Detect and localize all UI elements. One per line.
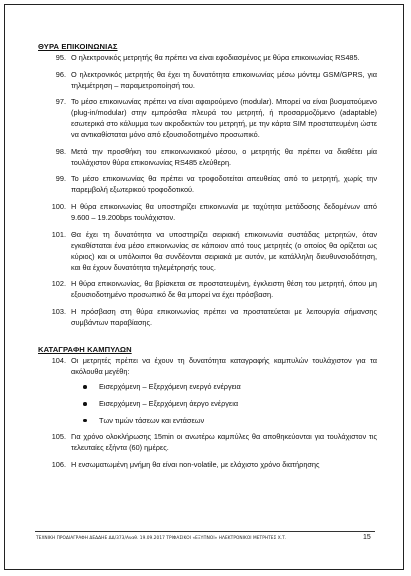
quantity-bullet-list (71, 381, 377, 425)
item-text: Η θύρα επικοινωνίας θα υποστηρίζει επικοινωνία με ταχύτητα μετάδοσης δεδομένων από 9.600 – 19.200bps τουλάχιστον. (71, 201, 377, 222)
section-spacer (36, 333, 377, 345)
bullet-text: Εισερχόμενη – Εξερχόμενη άεργο ενέργεια (99, 399, 239, 409)
spec-item (36, 52, 377, 63)
bullet-item (71, 398, 377, 409)
footer-document-reference: ΤΕΧΝΙΚΗ ΠΡΟΔΙΑΓΡΑΦΗ ΔΕΔΔΗΕ ΔΔ/373/Αναθ. 19.09.2017 ΤΡΙΦΑΣΙΚΟΙ «ΕΞΥΠΝΟΙ» ΗΛΕΚΤΡΟΝΙΚΟΙ ΜΕΤΡΗΤΕΣ Χ.Τ. (36, 536, 287, 541)
bullet-dot-icon (83, 419, 87, 423)
item-text: Το μέσο επικοινωνίας θα πρέπει να τροφοδοτείται απευθείας από το μετρητή, χωρίς την παρεμβολή εξωτερικού τροφοδοτικού. (71, 174, 377, 195)
spec-item (36, 229, 377, 273)
page-content (36, 42, 377, 475)
item-number: 104. (51, 356, 66, 366)
item-number: 100. (51, 201, 66, 211)
item-number: 98. (55, 146, 66, 156)
item-text: Η ενσωματωμένη μνήμη θα είναι non-volatile, με ελάχιστο χρόνο διατήρησης (71, 459, 320, 469)
spec-item (36, 459, 377, 470)
page-number: 15 (363, 534, 371, 541)
item-number: 96. (55, 69, 66, 79)
bullet-dot-icon (83, 402, 87, 406)
item-number: 103. (51, 306, 66, 316)
spec-item (36, 96, 377, 140)
bullet-item (71, 381, 377, 392)
spec-item (36, 355, 377, 377)
item-text: Ο ηλεκτρονικός μετρητής θα έχει τη δυνατότητα επικοινωνίας μέσω μόντεμ GSM/GPRS, για τηλεμέτρηση – παραμετροποίησή του. (71, 69, 377, 90)
load-profile-list (36, 355, 377, 469)
item-text: Θα έχει τη δυνατότητα να υποστηρίζει σειριακή επικοινωνία συστάδας μετρητών, όταν εγκαθίσταται ένα μέσο επικοινωνίας σε κάποιον από τους μετρητές (ο οποίος θα ορίζεται ως κύριος) και οι υπόλοιποι θα συνδέονται σειριακά με αυτόν, με κατάλληλη διευθυνσιοδότηση, και θα έχουν δυνατότητα τηλεμέτρησής τους. (71, 229, 377, 272)
spec-item (36, 146, 377, 168)
spec-item (36, 201, 377, 223)
item-text: Οι μετρητές πρέπει να έχουν τη δυνατότητα καταγραφής καμπυλών τουλάχιστον για τα ακόλουθα μεγέθη: (71, 356, 377, 377)
section-heading-load-profile: ΚΑΤΑΓΡΑΦΗ ΚΑΜΠΥΛΩΝ (38, 345, 132, 355)
item-text: Για χρόνο ολοκλήρωσης 15min οι ανωτέρω καμπύλες θα αποθηκεύονται για τουλάχιστον τις τελευταίες εξήντα (60) ημέρες. (71, 432, 377, 453)
item-text: Μετά την προσθήκη του επικοινωνιακού μέσου, ο μετρητής θα πρέπει να διαθέτει μία τουλάχιστον θύρα επικοινωνίας RS485 ελεύθερη. (71, 146, 377, 167)
item-number: 105. (51, 432, 66, 442)
item-number: 99. (55, 174, 66, 184)
bullet-item (71, 415, 377, 426)
spec-item (36, 278, 377, 300)
bullet-dot-icon (83, 385, 87, 389)
spec-item (36, 306, 377, 328)
bullet-text: Των τιμών τάσεων και εντάσεων (99, 415, 205, 425)
spec-item (36, 173, 377, 195)
item-number: 102. (51, 279, 66, 289)
spec-item (36, 431, 377, 453)
comm-port-list (36, 52, 377, 328)
item-number: 101. (51, 229, 66, 239)
document-page (4, 4, 404, 570)
item-number: 97. (55, 97, 66, 107)
bullet-text: Εισερχόμενη – Εξερχόμενη ενεργό ενέργεια (99, 382, 241, 392)
item-text: Η πρόσβαση στη θύρα επικοινωνίας πρέπει να προστατεύεται με λειτουργία σήμανσης συμβάντων παραβίασης. (71, 306, 377, 327)
footer-divider (35, 531, 375, 532)
section-heading-comm-port: ΘΥΡΑ ΕΠΙΚΟΙΝΩΝΙΑΣ (38, 42, 118, 51)
item-text: Το μέσο επικοινωνίας πρέπει να είναι αφαιρούμενο (modular). Μπορεί να είναι βυσματούμενο (plug-in/modular) στην εμπρόσθια πλευρά του μετρητή, ή προσαρμοζόμενο (adaptable) εσωτερικά στο κάλυμμα των ακροδεκτών του μετρητή, με την κάρτα SIM προστατευμένη ώστε να αντικαθίσταται μόνο από εξουσιοδοτημένο προσωπικό. (71, 97, 377, 140)
item-number: 95. (55, 53, 66, 62)
item-number: 106. (51, 459, 66, 469)
item-text: Ο ηλεκτρονικός μετρητής θα πρέπει να είναι εφοδιασμένος με θύρα επικοινωνίας RS485. (71, 53, 360, 62)
spec-item (36, 69, 377, 91)
item-text: Η θύρα επικοινωνίας, θα βρίσκεται σε προστατευμένη, έγκλειστη θέση του μετρητή, όπου μη εξουσιοδοτημένο προσωπικό δε θα μπορεί να έχει πρόσβαση. (71, 279, 377, 300)
